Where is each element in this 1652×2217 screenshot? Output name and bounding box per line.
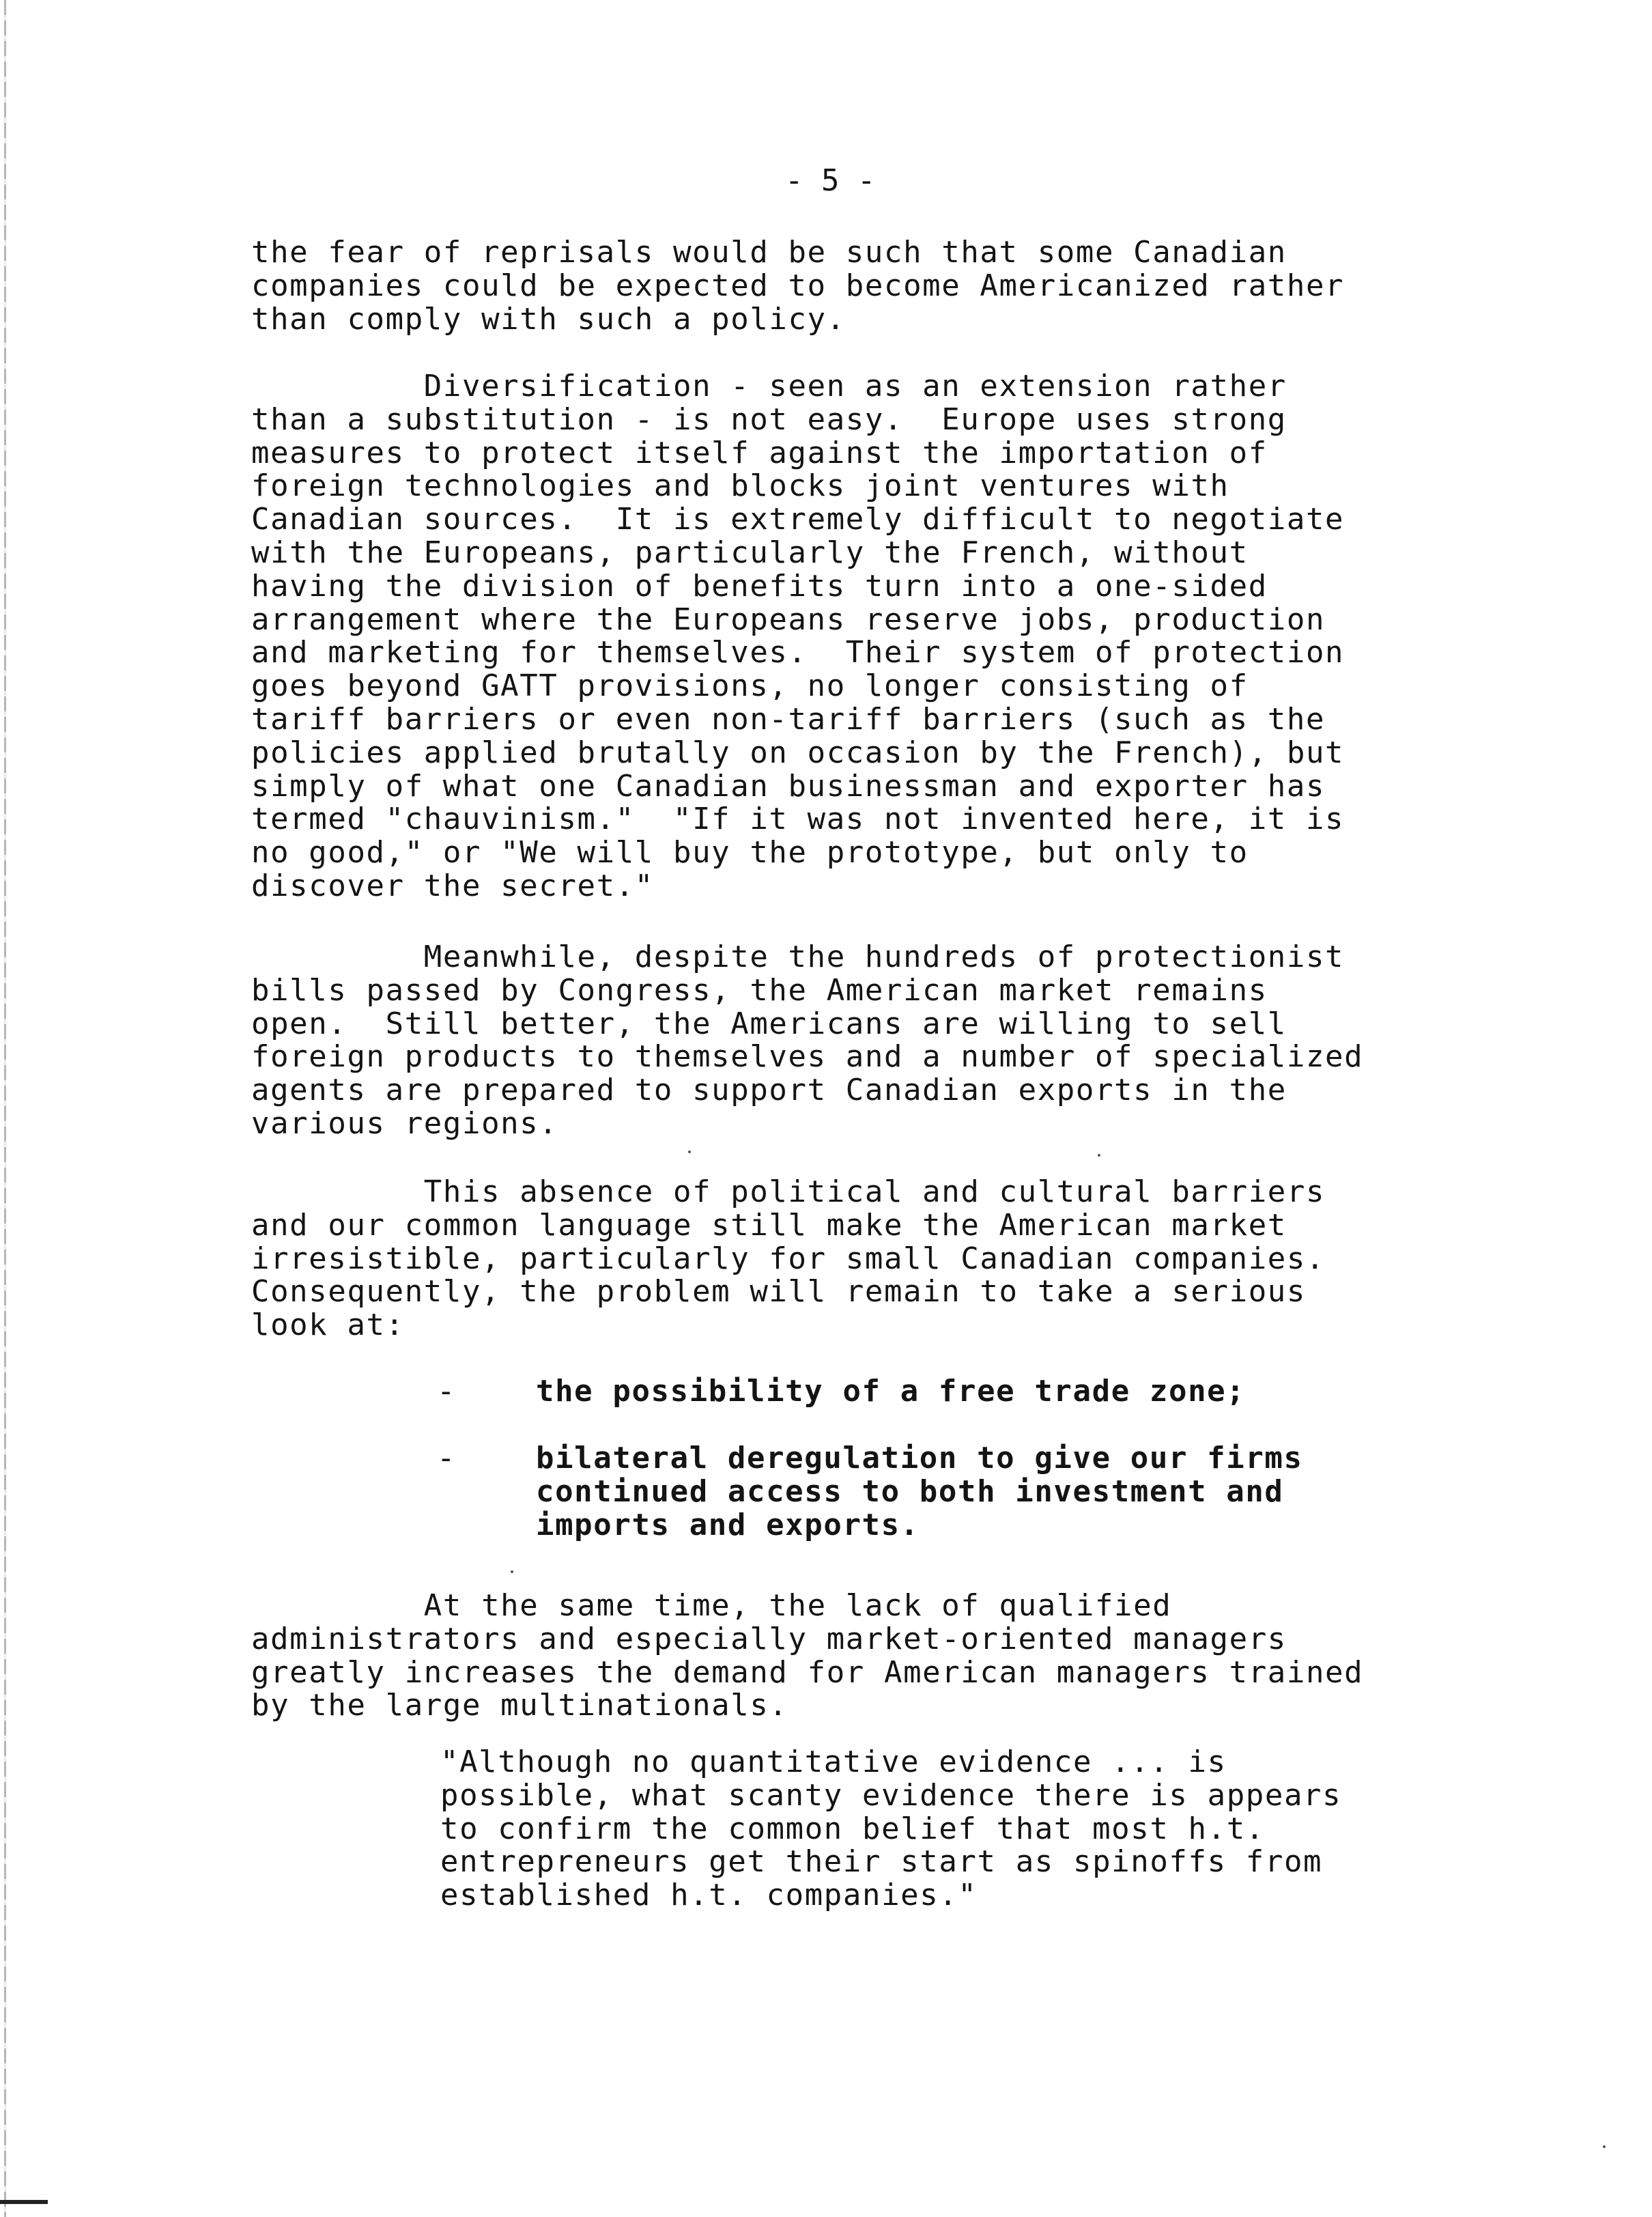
bullet-item-deregulation: bilateral deregulation to give our firms continued access to both investment and imports and exports. [536,1441,1303,1542]
paragraph-2: Diversification - seen as an extension rather than a substitution - is not easy. Europe uses strong measures to protect itself against the importation of foreign technologies and blocks joint ventures with Canadian sources. It is extremely difficult to negotiate with the Europeans, particularly the French, without having the division of benefits turn into a one-sided arrangement where the Europeans reserve jobs, production and marketing for themselves. Their system of protection goes beyond GATT provisions, no longer consisting of tariff barriers or even non-tariff barriers (such as the policies applied brutally on occasion by the French), but simply of what one Canadian businessman and exporter has termed "chauvinism." "If it was not invented here, it is no good," or "We will buy the prototype, but only to discover the secret." [251,369,1345,903]
scan-corner-mark [0,2200,48,2204]
scan-edge-line [4,0,6,2217]
bullet-marker: - [437,1374,455,1409]
page-number: - 5 - [785,163,876,198]
scan-speck [1603,2145,1606,2148]
scan-speck [511,1570,513,1573]
paragraph-3: Meanwhile, despite the hundreds of protectionist bills passed by Congress, the American market remains open. Still better, the Americans are willing to sell foreign products to themselves and a number of specialized agents are prepared to support Canadian exports in the various regions. [251,940,1364,1141]
paragraph-5: At the same time, the lack of qualified administrators and especially market-oriented managers greatly increases the demand for American managers trained by the large multinationals. [251,1588,1364,1723]
scan-speck [688,1150,691,1153]
bullet-item-free-trade: the possibility of a free trade zone; [536,1374,1246,1409]
scan-speck [1098,1154,1100,1157]
paragraph-4: This absence of political and cultural barriers and our common language still make the American market irresistible, particularly for small Canadian companies. Consequently, the problem will remain to take a serious look at: [251,1174,1326,1343]
block-quote: "Although no quantitative evidence ... is possible, what scanty evidence there is appears to confirm the common belief that most h.t. entrepreneurs get their start as spinoffs from established h.t. companies." [440,1745,1342,1913]
bullet-marker: - [437,1441,455,1475]
paragraph-1: the fear of reprisals would be such that some Canadian companies could be expected to become Americanized rather than comply with such a policy. [251,235,1345,337]
